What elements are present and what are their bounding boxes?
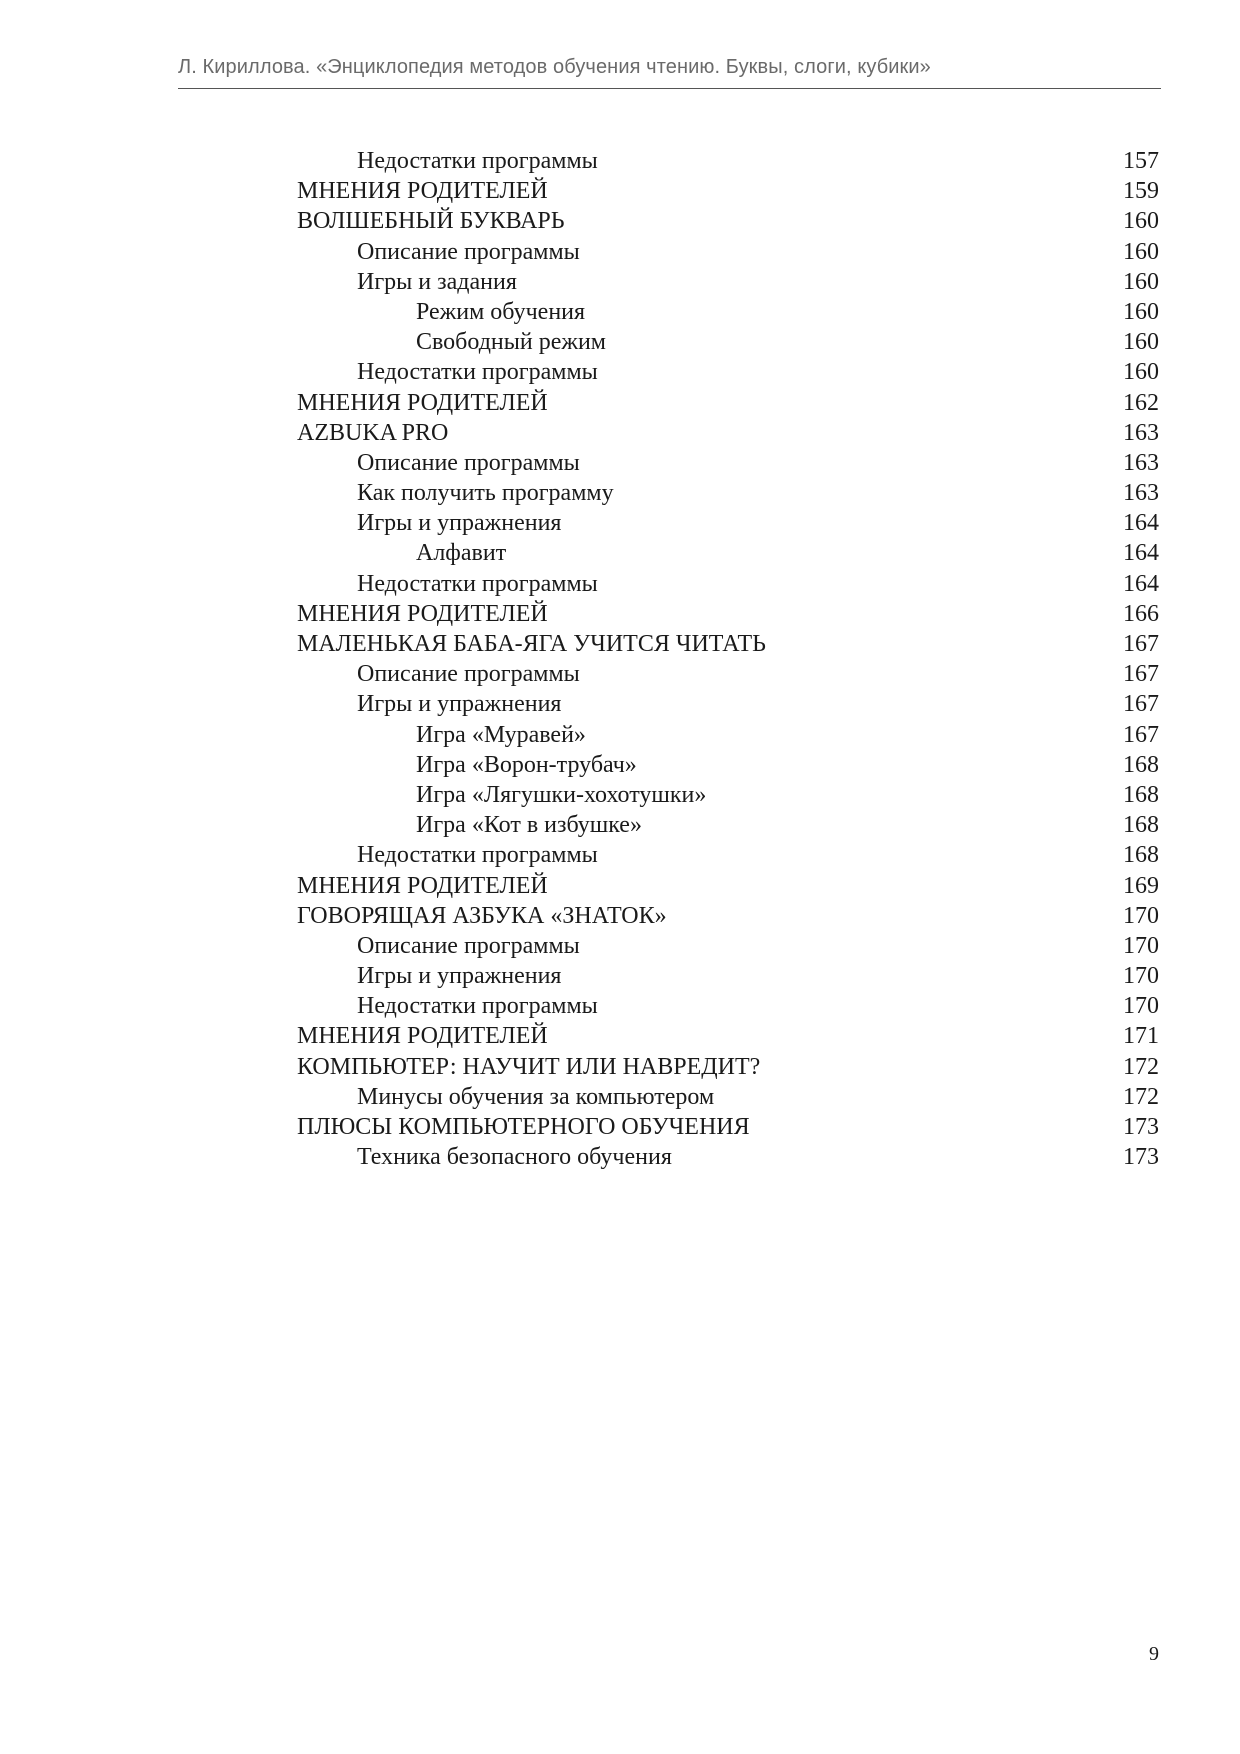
toc-entry-page: 169	[1123, 872, 1159, 899]
toc-entry-page: 163	[1123, 449, 1159, 476]
toc-entry-page: 157	[1123, 148, 1159, 174]
toc-entry-page: 160	[1123, 268, 1159, 295]
toc-entry[interactable]	[0, 267, 1240, 297]
toc-entry[interactable]	[0, 1082, 1240, 1112]
toc-entry-title: Минусы обучения за компьютером	[357, 1083, 715, 1110]
toc-entry[interactable]	[0, 810, 1240, 840]
toc-entry-title: Недостатки программы	[357, 842, 598, 869]
toc-entry[interactable]	[0, 720, 1240, 750]
table-of-contents	[0, 146, 1240, 1172]
toc-entry-title: ПЛЮСЫ КОМПЬЮТЕРНОГО ОБУЧЕНИЯ	[297, 1114, 750, 1140]
toc-entry-page: 167	[1123, 691, 1159, 718]
toc-entry-page: 167	[1123, 721, 1159, 748]
toc-entry-page: 160	[1123, 359, 1159, 386]
toc-entry[interactable]	[0, 629, 1240, 659]
toc-entry-page: 163	[1123, 419, 1159, 446]
toc-entry-page: 170	[1123, 932, 1159, 959]
toc-entry-page: 173	[1123, 1144, 1159, 1171]
toc-entry[interactable]	[0, 569, 1240, 599]
toc-entry-title: Игры и упражнения	[357, 691, 562, 718]
toc-entry-title: Свободный режим	[416, 329, 606, 356]
toc-entry-title: КОМПЬЮТЕР: НАУЧИТ ИЛИ НАВРЕДИТ?	[297, 1053, 761, 1080]
toc-entry-title: Описание программы	[357, 449, 580, 476]
toc-entry-title: МНЕНИЯ РОДИТЕЛЕЙ	[297, 600, 548, 627]
toc-entry-page: 163	[1123, 480, 1159, 507]
toc-entry[interactable]	[0, 871, 1240, 901]
toc-entry[interactable]	[0, 327, 1240, 357]
page-number: 9	[1149, 1643, 1159, 1665]
toc-entry[interactable]	[0, 689, 1240, 719]
toc-entry[interactable]	[0, 146, 1240, 176]
toc-entry-page: 168	[1123, 781, 1159, 808]
running-header: Л. Кириллова. «Энциклопедия методов обучения чтению. Буквы, слоги, кубики»	[178, 56, 931, 78]
toc-entry[interactable]	[0, 1112, 1240, 1142]
toc-entry-title: МНЕНИЯ РОДИТЕЛЕЙ	[297, 872, 548, 899]
toc-entry[interactable]	[0, 991, 1240, 1021]
toc-entry[interactable]	[0, 388, 1240, 418]
toc-entry-title: AZBUKA PRO	[297, 419, 449, 446]
toc-entry-page: 160	[1123, 238, 1159, 265]
toc-entry-page: 168	[1123, 812, 1159, 839]
toc-entry-title: Описание программы	[357, 238, 580, 265]
toc-entry-page: 170	[1123, 902, 1159, 929]
toc-entry[interactable]	[0, 448, 1240, 478]
toc-entry-page: 160	[1123, 208, 1159, 235]
toc-entry[interactable]	[0, 508, 1240, 538]
toc-entry[interactable]	[0, 357, 1240, 387]
toc-entry-title: ВОЛШЕБНЫЙ БУКВАРЬ	[297, 208, 565, 235]
toc-entry-page: 162	[1123, 389, 1159, 416]
toc-entry-title: Режим обучения	[416, 298, 586, 325]
toc-entry[interactable]	[0, 176, 1240, 206]
toc-entry-page: 171	[1123, 1023, 1159, 1050]
toc-entry-page: 164	[1123, 540, 1159, 567]
toc-entry-title: МАЛЕНЬКАЯ БАБА-ЯГА УЧИТСЯ ЧИТАТЬ	[297, 631, 766, 657]
toc-entry-title: Описание программы	[357, 932, 580, 959]
toc-entry[interactable]	[0, 478, 1240, 508]
toc-entry[interactable]	[0, 1052, 1240, 1082]
toc-entry[interactable]	[0, 931, 1240, 961]
toc-entry-title: ГОВОРЯЩАЯ АЗБУКА «ЗНАТОК»	[297, 902, 667, 929]
toc-entry-page: 173	[1123, 1114, 1159, 1140]
toc-entry[interactable]	[0, 901, 1240, 931]
header-divider	[178, 88, 1161, 89]
toc-entry[interactable]	[0, 538, 1240, 568]
toc-entry[interactable]	[0, 750, 1240, 780]
toc-entry-title: Игры и упражнения	[357, 963, 562, 990]
toc-entry-title: МНЕНИЯ РОДИТЕЛЕЙ	[297, 178, 548, 205]
toc-entry-title: Игра «Муравей»	[416, 721, 586, 748]
toc-entry-title: МНЕНИЯ РОДИТЕЛЕЙ	[297, 389, 548, 416]
toc-entry-title: Игры и задания	[357, 268, 517, 295]
toc-entry-title: Недостатки программы	[357, 570, 598, 597]
toc-entry[interactable]	[0, 659, 1240, 689]
toc-entry[interactable]	[0, 206, 1240, 236]
toc-entry[interactable]	[0, 418, 1240, 448]
toc-entry-title: Игра «Кот в избушке»	[416, 812, 642, 839]
toc-entry-title: МНЕНИЯ РОДИТЕЛЕЙ	[297, 1023, 548, 1050]
toc-entry-title: Недостатки программы	[357, 993, 598, 1020]
toc-entry-page: 170	[1123, 993, 1159, 1020]
toc-entry-page: 164	[1123, 510, 1159, 537]
toc-entry[interactable]	[0, 297, 1240, 327]
toc-entry[interactable]	[0, 599, 1240, 629]
toc-entry-page: 168	[1123, 842, 1159, 869]
toc-entry-title: Игра «Ворон-трубач»	[416, 751, 637, 778]
toc-entry-page: 159	[1123, 178, 1159, 205]
toc-entry-page: 160	[1123, 329, 1159, 356]
toc-entry[interactable]	[0, 780, 1240, 810]
toc-entry-page: 170	[1123, 963, 1159, 990]
toc-entry-title: Недостатки программы	[357, 148, 598, 174]
toc-entry-title: Алфавит	[416, 540, 507, 567]
toc-entry[interactable]	[0, 961, 1240, 991]
toc-entry[interactable]	[0, 840, 1240, 870]
toc-entry-title: Недостатки программы	[357, 359, 598, 386]
toc-entry[interactable]	[0, 1021, 1240, 1051]
toc-entry-title: Техника безопасного обучения	[357, 1144, 672, 1171]
toc-entry-page: 172	[1123, 1053, 1159, 1080]
toc-entry-page: 167	[1123, 631, 1159, 657]
toc-entry-page: 168	[1123, 751, 1159, 778]
toc-entry-title: Как получить программу	[357, 480, 614, 507]
toc-entry-page: 166	[1123, 600, 1159, 627]
toc-entry-page: 167	[1123, 661, 1159, 688]
toc-entry-title: Игры и упражнения	[357, 510, 562, 537]
toc-entry-title: Описание программы	[357, 661, 580, 688]
toc-entry-page: 172	[1123, 1083, 1159, 1110]
toc-entry[interactable]	[0, 1142, 1240, 1172]
toc-entry-title: Игра «Лягушки-хохотушки»	[416, 781, 707, 808]
toc-entry-page: 164	[1123, 570, 1159, 597]
toc-entry[interactable]	[0, 237, 1240, 267]
toc-entry-page: 160	[1123, 298, 1159, 325]
